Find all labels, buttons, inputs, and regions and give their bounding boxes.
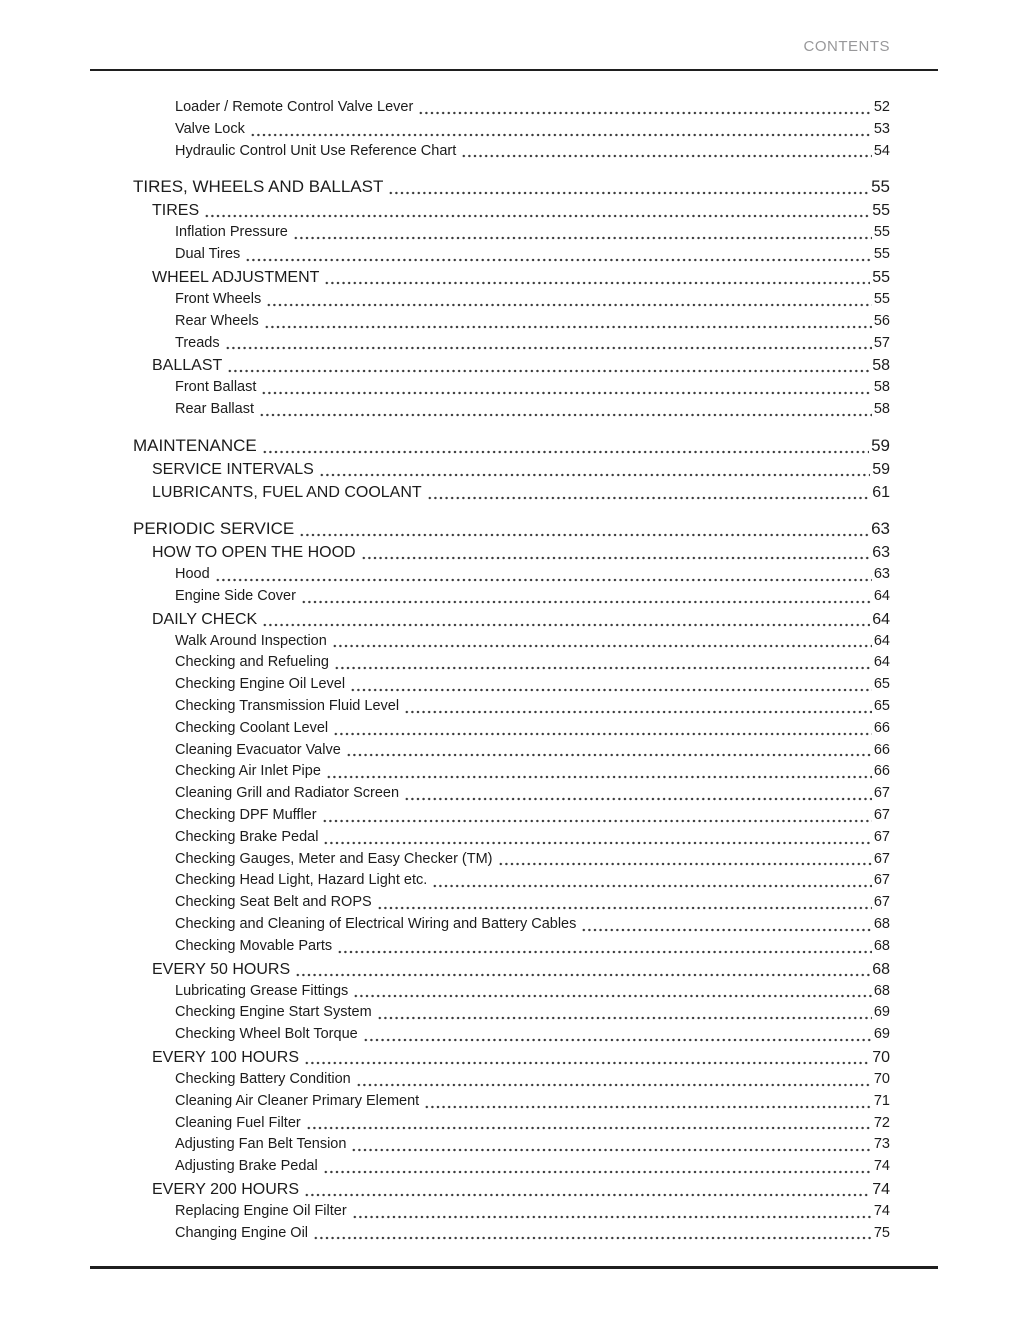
- toc-entry-page-number: 56: [873, 312, 890, 329]
- toc-leader-dots: [388, 191, 869, 195]
- toc-entry: [133, 892, 890, 914]
- toc-entry: [133, 1223, 890, 1245]
- toc-leader-dots: [337, 950, 872, 954]
- toc-entry: [133, 674, 890, 696]
- toc-entry-page-number: 67: [873, 872, 890, 889]
- toc-entry-title: Valve Lock: [175, 120, 245, 137]
- toc-leader-dots: [581, 928, 871, 932]
- toc-entry-title: Checking Engine Oil Level: [175, 676, 346, 693]
- toc-leader-dots: [404, 797, 872, 801]
- toc-entry-page-number: 55: [873, 290, 890, 307]
- toc-entry-page-number: 74: [872, 1180, 890, 1198]
- toc-entry-title: Checking Seat Belt and ROPS: [175, 894, 372, 911]
- toc-leader-dots: [332, 644, 872, 648]
- toc-leader-dots: [266, 303, 872, 307]
- toc-entry-page-number: 53: [873, 120, 890, 137]
- toc-leader-dots: [461, 154, 872, 158]
- toc-leader-dots: [377, 906, 872, 910]
- toc-entry-title: DAILY CHECK: [152, 610, 258, 628]
- toc-entry-title: TIRES, WHEELS AND BALLAST: [133, 177, 384, 197]
- toc-entry: [133, 333, 890, 355]
- toc-entry-title: Checking Movable Parts: [175, 937, 333, 954]
- toc-entry: [133, 399, 890, 421]
- toc-leader-dots: [227, 369, 870, 373]
- toc-entry-page-number: 64: [873, 654, 890, 671]
- toc-entry-title: EVERY 200 HOURS: [152, 1180, 300, 1198]
- toc-entry: [133, 119, 890, 141]
- toc-entry: [133, 564, 890, 586]
- toc-entry-title: Cleaning Air Cleaner Primary Element: [175, 1092, 420, 1109]
- toc-entry-page-number: 74: [873, 1202, 890, 1219]
- toc-entry: [133, 222, 890, 244]
- toc-entry: [133, 827, 890, 849]
- toc-entry: [133, 141, 890, 163]
- toc-leader-dots: [352, 1215, 872, 1219]
- page-header-label: CONTENTS: [803, 38, 890, 55]
- toc-entry-page-number: 55: [872, 202, 890, 220]
- toc-entry: [133, 481, 890, 504]
- toc-entry-page-number: 57: [873, 334, 890, 351]
- toc-entry-page-number: 68: [873, 915, 890, 932]
- toc-entry-title: Rear Ballast: [175, 401, 254, 418]
- toc-entry-page-number: 67: [873, 785, 890, 802]
- toc-entry-page-number: 66: [873, 719, 890, 736]
- toc-leader-dots: [353, 994, 872, 998]
- toc-entry-title: LUBRICANTS, FUEL AND COOLANT: [152, 483, 422, 501]
- toc-entry: [133, 981, 890, 1003]
- toc-entry-title: SERVICE INTERVALS: [152, 460, 314, 478]
- toc-entry-title: MAINTENANCE: [133, 435, 257, 455]
- toc-entry-page-number: 64: [873, 587, 890, 604]
- toc-entry-page-number: 63: [872, 543, 890, 561]
- toc-leader-dots: [304, 1061, 870, 1065]
- toc-entry-page-number: 55: [871, 177, 890, 197]
- toc-leader-dots: [432, 884, 872, 888]
- toc-entry: [133, 1134, 890, 1156]
- toc-leader-dots: [264, 325, 872, 329]
- toc-entry-title: Checking Air Inlet Pipe: [175, 763, 321, 780]
- toc-entry-title: Checking Engine Start System: [175, 1004, 372, 1021]
- toc-entry-title: Cleaning Fuel Filter: [175, 1114, 301, 1131]
- toc-leader-dots: [204, 214, 870, 218]
- toc-entry: [133, 1091, 890, 1113]
- toc-entry: [133, 1201, 890, 1223]
- toc-entry-page-number: 68: [872, 960, 890, 978]
- toc-entry: [133, 849, 890, 871]
- toc-entry: [133, 1069, 890, 1091]
- toc-entry-page-number: 69: [873, 1004, 890, 1021]
- toc-entry-page-number: 67: [873, 806, 890, 823]
- toc-entry: [133, 266, 890, 289]
- toc-entry-title: Cleaning Evacuator Valve: [175, 741, 341, 758]
- toc-entry: [133, 870, 890, 892]
- toc-entry-page-number: 55: [872, 268, 890, 286]
- toc-entry-page-number: 70: [872, 1048, 890, 1066]
- toc-entry-page-number: 68: [873, 982, 890, 999]
- toc-entry: [133, 914, 890, 936]
- toc-entry-page-number: 55: [873, 246, 890, 263]
- toc-leader-dots: [427, 496, 871, 500]
- toc-leader-dots: [250, 133, 872, 137]
- header-rule: [90, 69, 938, 71]
- toc-leader-dots: [498, 862, 872, 866]
- toc-entry: [133, 1024, 890, 1046]
- toc-entry: [133, 458, 890, 481]
- toc-entry-title: Checking Head Light, Hazard Light etc.: [175, 872, 428, 889]
- toc-entry: [133, 652, 890, 674]
- toc-entry: [133, 175, 890, 199]
- toc-entry-title: Checking and Refueling: [175, 654, 329, 671]
- toc-entry-title: Changing Engine Oil: [175, 1224, 309, 1241]
- toc-entry-title: Checking Transmission Fluid Level: [175, 697, 400, 714]
- toc-leader-dots: [350, 688, 872, 692]
- toc-entry: [133, 740, 890, 762]
- toc-entry-title: Adjusting Fan Belt Tension: [175, 1136, 347, 1153]
- toc-entry-page-number: 71: [873, 1092, 890, 1109]
- toc-entry-page-number: 75: [873, 1224, 890, 1241]
- toc-entry-page-number: 68: [873, 937, 890, 954]
- toc-entry: [133, 761, 890, 783]
- toc-entry-title: Engine Side Cover: [175, 587, 296, 604]
- toc-entry: [133, 718, 890, 740]
- toc-entry-title: Dual Tires: [175, 246, 241, 263]
- toc-entry-page-number: 67: [873, 828, 890, 845]
- toc-entry-page-number: 70: [873, 1070, 890, 1087]
- toc-entry-page-number: 55: [873, 224, 890, 241]
- toc-entry: [133, 244, 890, 266]
- toc-entry-title: Front Wheels: [175, 290, 262, 307]
- toc-entry-page-number: 66: [873, 763, 890, 780]
- toc-entry-page-number: 64: [872, 610, 890, 628]
- toc-leader-dots: [418, 111, 872, 115]
- toc-entry-page-number: 54: [873, 142, 890, 159]
- toc-entry-title: EVERY 100 HOURS: [152, 1048, 300, 1066]
- toc-entry: [133, 289, 890, 311]
- toc-entry: [133, 936, 890, 958]
- toc-entry-title: Adjusting Brake Pedal: [175, 1158, 318, 1175]
- toc-leader-dots: [361, 556, 871, 560]
- toc-entry-page-number: 63: [871, 518, 890, 538]
- toc-entry-page-number: 67: [873, 894, 890, 911]
- toc-leader-dots: [404, 710, 872, 714]
- toc-entry-title: WHEEL ADJUSTMENT: [152, 268, 320, 286]
- toc-leader-dots: [326, 775, 872, 779]
- toc-entry-title: Replacing Engine Oil Filter: [175, 1202, 347, 1219]
- toc-entry-title: Loader / Remote Control Valve Lever: [175, 99, 414, 115]
- toc-entry-page-number: 58: [873, 379, 890, 396]
- toc-entry-title: Checking Wheel Bolt Torque: [175, 1026, 358, 1043]
- toc-entry: [133, 1113, 890, 1135]
- toc-entry: [133, 631, 890, 653]
- toc-leader-dots: [245, 258, 872, 262]
- toc-leader-dots: [299, 533, 869, 537]
- toc-leader-dots: [293, 236, 872, 240]
- toc-entry-page-number: 66: [873, 741, 890, 758]
- toc-entry-title: HOW TO OPEN THE HOOD: [152, 543, 356, 561]
- toc-entry: [133, 696, 890, 718]
- toc-leader-dots: [215, 578, 872, 582]
- toc-entry: [133, 97, 890, 119]
- toc-entry-title: Cleaning Grill and Radiator Screen: [175, 785, 400, 802]
- toc-entry-title: PERIODIC SERVICE: [133, 518, 295, 538]
- toc-entry-page-number: 73: [873, 1136, 890, 1153]
- toc-entry-title: Rear Wheels: [175, 312, 259, 329]
- toc-leader-dots: [304, 1193, 870, 1197]
- toc-leader-dots: [363, 1038, 872, 1042]
- toc-entry: [133, 434, 890, 458]
- toc-entry-page-number: 65: [873, 676, 890, 693]
- toc-entry-page-number: 59: [871, 435, 890, 455]
- toc-leader-dots: [333, 732, 872, 736]
- toc-entry-title: BALLAST: [152, 357, 223, 375]
- footer-rule: [90, 1266, 938, 1269]
- toc-leader-dots: [424, 1105, 872, 1109]
- toc-entry-page-number: 74: [873, 1158, 890, 1175]
- toc-entry: [133, 1002, 890, 1024]
- toc-leader-dots: [295, 973, 870, 977]
- toc-entry: [133, 608, 890, 631]
- toc-entry-title: Treads: [175, 334, 220, 351]
- toc-leader-dots: [262, 623, 870, 627]
- toc-entry: [133, 311, 890, 333]
- toc-entry: [133, 354, 890, 377]
- toc-entry-page-number: 69: [873, 1026, 890, 1043]
- toc-entry: [133, 586, 890, 608]
- toc-entry-page-number: 52: [873, 99, 890, 115]
- toc-entry-page-number: 58: [873, 401, 890, 418]
- toc-leader-dots: [324, 281, 870, 285]
- toc-entry-title: Checking Battery Condition: [175, 1070, 351, 1087]
- toc-entry-title: Checking and Cleaning of Electrical Wiring and Battery Cables: [175, 915, 577, 932]
- toc-leader-dots: [301, 600, 872, 604]
- toc-leader-dots: [261, 391, 871, 395]
- toc-leader-dots: [346, 753, 872, 757]
- toc-leader-dots: [306, 1126, 872, 1130]
- toc-entry-title: Lubricating Grease Fittings: [175, 982, 349, 999]
- toc-entry: [133, 517, 890, 541]
- toc-leader-dots: [259, 413, 872, 417]
- toc-leader-dots: [334, 666, 872, 670]
- toc-entry: [133, 1156, 890, 1178]
- toc-leader-dots: [225, 346, 872, 350]
- toc-entry-title: Front Ballast: [175, 379, 257, 396]
- toc-entry: [133, 377, 890, 399]
- toc-entry: [133, 805, 890, 827]
- toc-entry-title: Checking Brake Pedal: [175, 828, 319, 845]
- toc-leader-dots: [323, 841, 871, 845]
- toc-leader-dots: [319, 473, 870, 477]
- toc-leader-dots: [377, 1016, 872, 1020]
- toc-entry-title: Hood: [175, 565, 210, 582]
- toc-leader-dots: [262, 450, 869, 454]
- toc-list: [133, 97, 890, 1244]
- toc-entry-title: Walk Around Inspection: [175, 632, 327, 649]
- toc-entry-title: Checking DPF Muffler: [175, 806, 317, 823]
- toc-entry-page-number: 61: [872, 483, 890, 501]
- toc-entry-page-number: 67: [873, 850, 890, 867]
- toc-entry-page-number: 58: [872, 357, 890, 375]
- toc-entry-page-number: 65: [873, 697, 890, 714]
- toc-entry-page-number: 64: [873, 632, 890, 649]
- toc-entry-title: EVERY 50 HOURS: [152, 960, 291, 978]
- toc-entry: [133, 1178, 890, 1201]
- toc-entry: [133, 541, 890, 564]
- toc-entry-page-number: 63: [873, 565, 890, 582]
- toc-leader-dots: [322, 819, 872, 823]
- toc-leader-dots: [351, 1148, 871, 1152]
- toc-leader-dots: [356, 1083, 872, 1087]
- toc-leader-dots: [323, 1170, 872, 1174]
- toc-entry-page-number: 59: [872, 460, 890, 478]
- toc-entry: [133, 199, 890, 222]
- toc-entry-title: Checking Gauges, Meter and Easy Checker (TM): [175, 850, 493, 867]
- toc-entry: [133, 1046, 890, 1069]
- toc-entry-title: Inflation Pressure: [175, 224, 288, 241]
- toc-entry-page-number: 72: [873, 1114, 890, 1131]
- toc-entry: [133, 783, 890, 805]
- toc-entry-title: Hydraulic Control Unit Use Reference Chart: [175, 142, 457, 159]
- toc-entry: [133, 958, 890, 981]
- toc-entry-title: TIRES: [152, 202, 200, 220]
- toc-entry-title: Checking Coolant Level: [175, 719, 329, 736]
- toc-leader-dots: [313, 1236, 872, 1240]
